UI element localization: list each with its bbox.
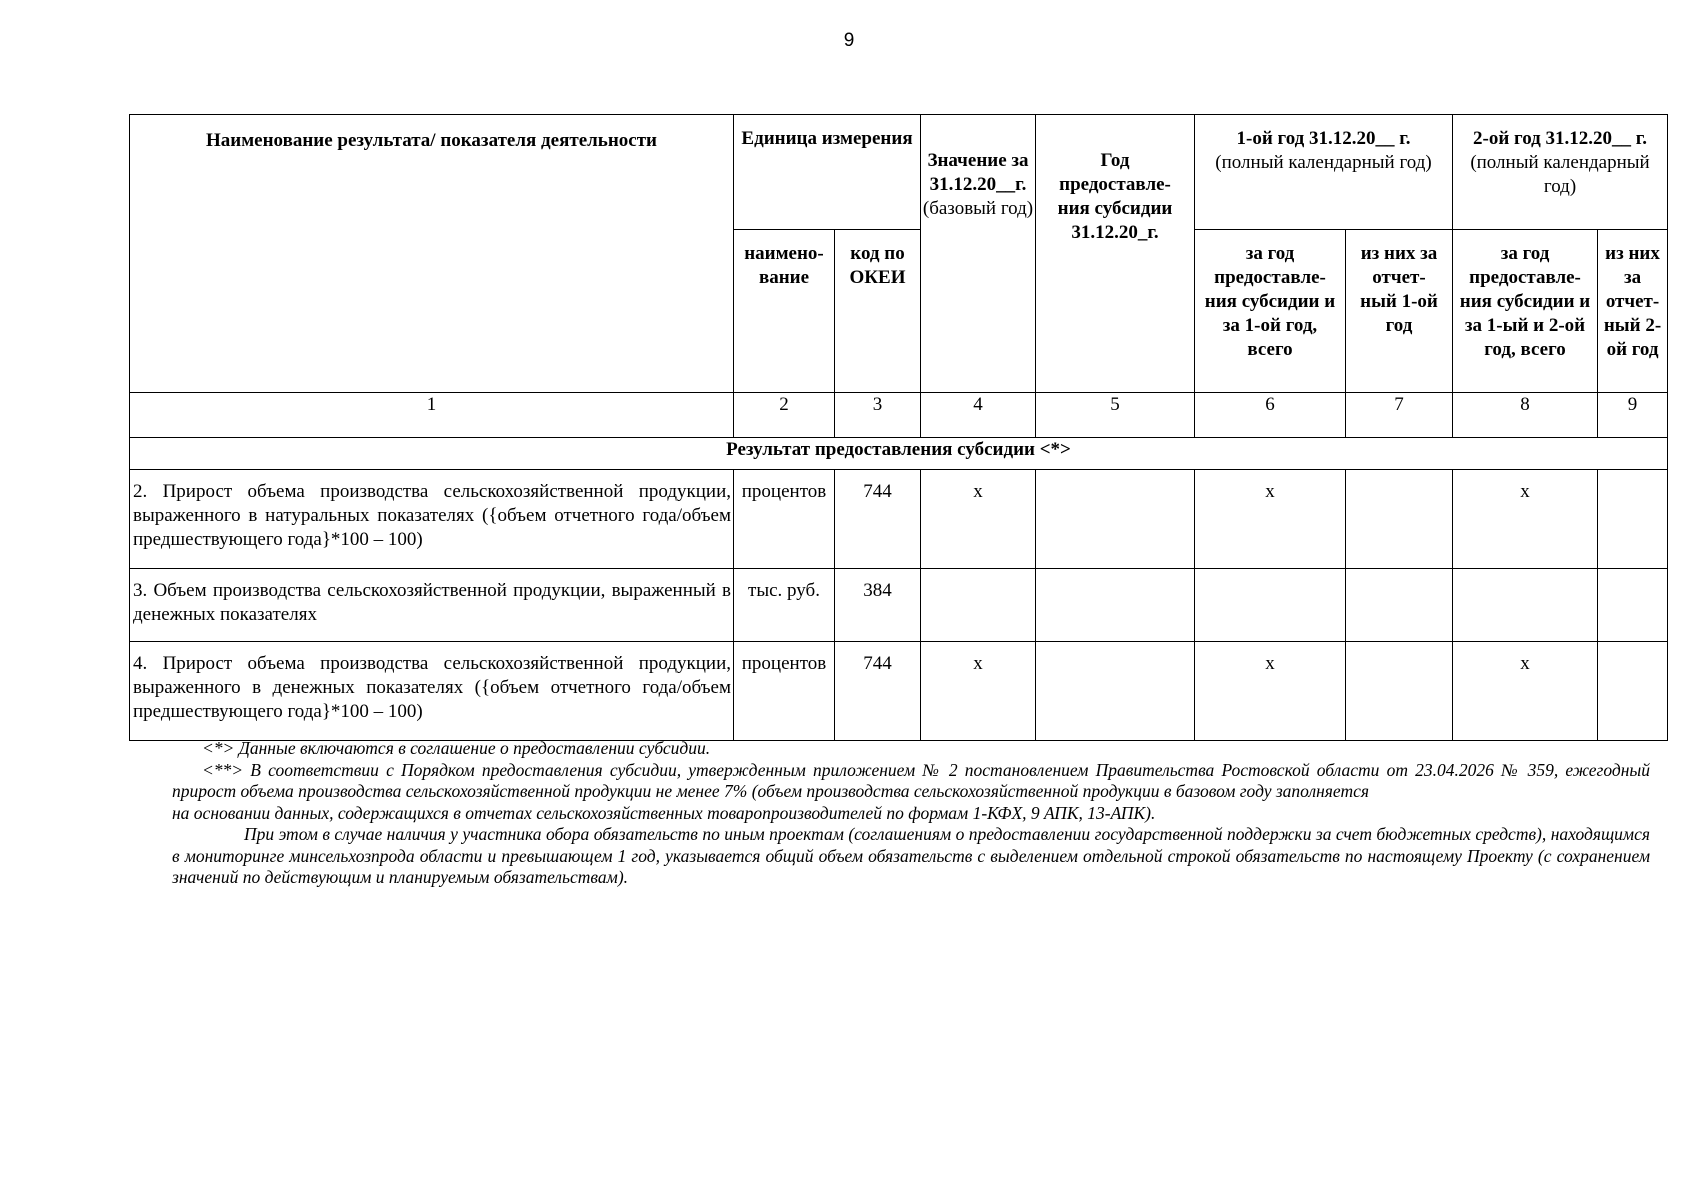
header-subsidy-year: Год предоставле- ния субсидии 31.12.20_г.: [1036, 115, 1195, 393]
col-number: 9: [1598, 393, 1668, 438]
row-name: 2. Прирост объема производства сельскохозяйственной продукции, выраженного в натуральных показателях ({объем отчетного года/объем предшествующего года}*100 – 100): [130, 470, 734, 569]
row-cell: [1036, 642, 1195, 741]
header-year1-title: 1-ой год 31.12.20__ г.: [1236, 128, 1411, 149]
row-cell: х: [921, 470, 1036, 569]
header-row-top: [130, 115, 1668, 230]
footnotes: [172, 738, 1650, 889]
row-cell: [1036, 569, 1195, 642]
header-year2: [1453, 115, 1668, 230]
row-cell: [1598, 569, 1668, 642]
row-cell: [1195, 569, 1346, 642]
row-name: 3. Объем производства сельскохозяйственной продукции, выраженный в денежных показателях: [130, 569, 734, 642]
col-number: 4: [921, 393, 1036, 438]
table-row: [130, 642, 1668, 741]
row-code: 744: [835, 642, 921, 741]
header-unit-group: Единица измерения: [734, 115, 921, 230]
row-cell: [1346, 470, 1453, 569]
col-number: 8: [1453, 393, 1598, 438]
header-year1-report: из них за отчет- ный 1-ой год: [1346, 230, 1453, 393]
row-cell: х: [1195, 470, 1346, 569]
header-year1-note: (полный календарный год): [1215, 152, 1432, 173]
col-number: 2: [734, 393, 835, 438]
row-cell: [1346, 569, 1453, 642]
row-unit: процентов: [734, 470, 835, 569]
header-year1: [1195, 115, 1453, 230]
row-code: 384: [835, 569, 921, 642]
footnote-2: <**> В соответствии с Порядком предоставления субсидии, утвержденным приложением № 2 постановлением Правительства Ростовской области от 23.04.2026 № 359, ежегодный прирост объема производства сельскохозяйственной продукции не менее 7% (объем производства сельскохозяйственной продукции в базовом году заполняется: [172, 759, 1650, 801]
row-name: 4. Прирост объема производства сельскохозяйственной продукции, выраженного в денежных показателях ({объем отчетного года/объем предшествующего года}*100 – 100): [130, 642, 734, 741]
row-unit: тыс. руб.: [734, 569, 835, 642]
header-year2-report: из них за отчет- ный 2-ой год: [1598, 230, 1668, 393]
col-number: 1: [130, 393, 734, 438]
section-title: Результат предоставления субсидии <*>: [130, 438, 1668, 470]
row-cell: х: [1453, 642, 1598, 741]
section-row: [130, 438, 1668, 470]
footnote-3: При этом в случае наличия у участника обора обязательств по иным проектам (соглашениям о предоставлении государственной поддержки за счет бюджетных средств), находящимся в мониторинге минсельхозпрода области и превышающем 1 год, указывается общий объем обязательств с выделением отдельной строкой обязательств по настоящему Проекту (с сохранением значений по действующим и планируемым обязательствам).: [172, 824, 1650, 887]
row-cell: [1598, 470, 1668, 569]
header-year2-title: 2-ой год 31.12.20__ г.: [1473, 128, 1648, 149]
col-number: 6: [1195, 393, 1346, 438]
footnote-2-continued: на основании данных, содержащихся в отчетах сельскохозяйственных товаропроизводителей по формам 1-КФХ, 9 АПК, 13-АПК).: [172, 802, 1156, 823]
header-year2-note: (полный календарный год): [1470, 152, 1650, 197]
row-code: 744: [835, 470, 921, 569]
header-year1-total: за год предоставле- ния субсидии и за 1-ой год, всего: [1195, 230, 1346, 393]
table-row: [130, 569, 1668, 642]
header-year2-total: за год предоставле- ния субсидии и за 1-ый и 2-ой год, всего: [1453, 230, 1598, 393]
row-cell: х: [1195, 642, 1346, 741]
row-cell: [921, 569, 1036, 642]
table-row: [130, 470, 1668, 569]
row-cell: х: [921, 642, 1036, 741]
col-number: 5: [1036, 393, 1195, 438]
row-cell: [1453, 569, 1598, 642]
footnote-1: <*> Данные включаются в соглашение о предоставлении субсидии.: [202, 738, 711, 758]
page-number: 9: [843, 30, 855, 51]
header-base-value-note: (базовый год): [922, 198, 1034, 219]
col-number: 7: [1346, 393, 1453, 438]
row-cell: [1036, 470, 1195, 569]
row-cell: [1346, 642, 1453, 741]
results-table: [129, 114, 1668, 741]
header-result-name: Наименование результата/ показателя деятельности: [130, 115, 734, 393]
col-number: 3: [835, 393, 921, 438]
row-cell: х: [1453, 470, 1598, 569]
row-unit: процентов: [734, 642, 835, 741]
header-base-value: [921, 115, 1036, 393]
header-unit-code: код по ОКЕИ: [835, 230, 921, 393]
header-base-value-title: Значение за 31.12.20__г.: [927, 150, 1029, 195]
header-unit-name: наимено- вание: [734, 230, 835, 393]
column-numbers-row: [130, 393, 1668, 438]
row-cell: [1598, 642, 1668, 741]
